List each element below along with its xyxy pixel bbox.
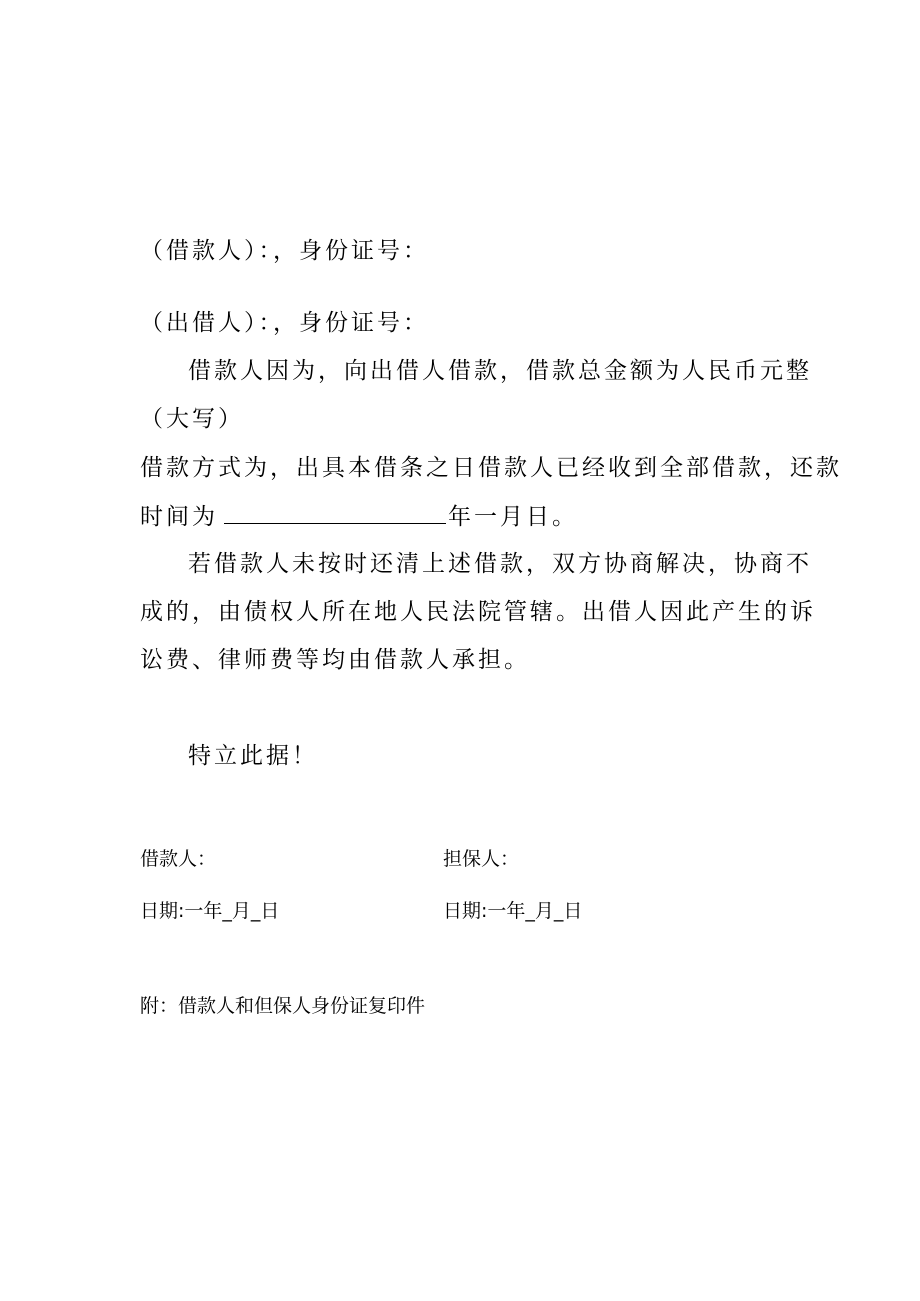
dispute-line-2: 成的，由债权人所在地人民法院管辖。出借人因此产生的诉 — [140, 599, 816, 625]
borrower-date-label: 日期:一年_月_日 — [140, 900, 280, 922]
repayment-blank-underline — [224, 501, 446, 524]
dispute-line-3: 讼费、律师费等均由借款人承担。 — [140, 647, 530, 673]
lender-line: （出借人）：，身份证号： — [140, 310, 429, 336]
repayment-time-line — [140, 501, 578, 532]
borrower-signature-label: 借款人： — [140, 848, 217, 870]
loan-purpose-line-1: 借款人因为，向出借人借款，借款总金额为人民币元整 — [188, 358, 812, 384]
loan-method-line-1: 借款方式为，出具本借条之日借款人已经收到全部借款，还款 — [140, 455, 842, 481]
loan-purpose-line-2: （大写） — [140, 406, 244, 432]
dispute-line-1: 若借款人未按时还清上述借款，双方协商解决，协商不 — [188, 551, 812, 577]
borrower-line: （借款人）：，身份证号： — [140, 238, 429, 264]
repayment-time-suffix: 年一月日。 — [448, 504, 578, 530]
attachment-note: 附：借款人和但保人身份证复印件 — [140, 995, 426, 1017]
closing-statement: 特立此据！ — [188, 743, 318, 769]
guarantor-date-label: 日期:一年_月_日 — [443, 900, 583, 922]
guarantor-signature-label: 担保人： — [443, 848, 520, 870]
repayment-time-prefix: 时间为 — [140, 504, 218, 530]
